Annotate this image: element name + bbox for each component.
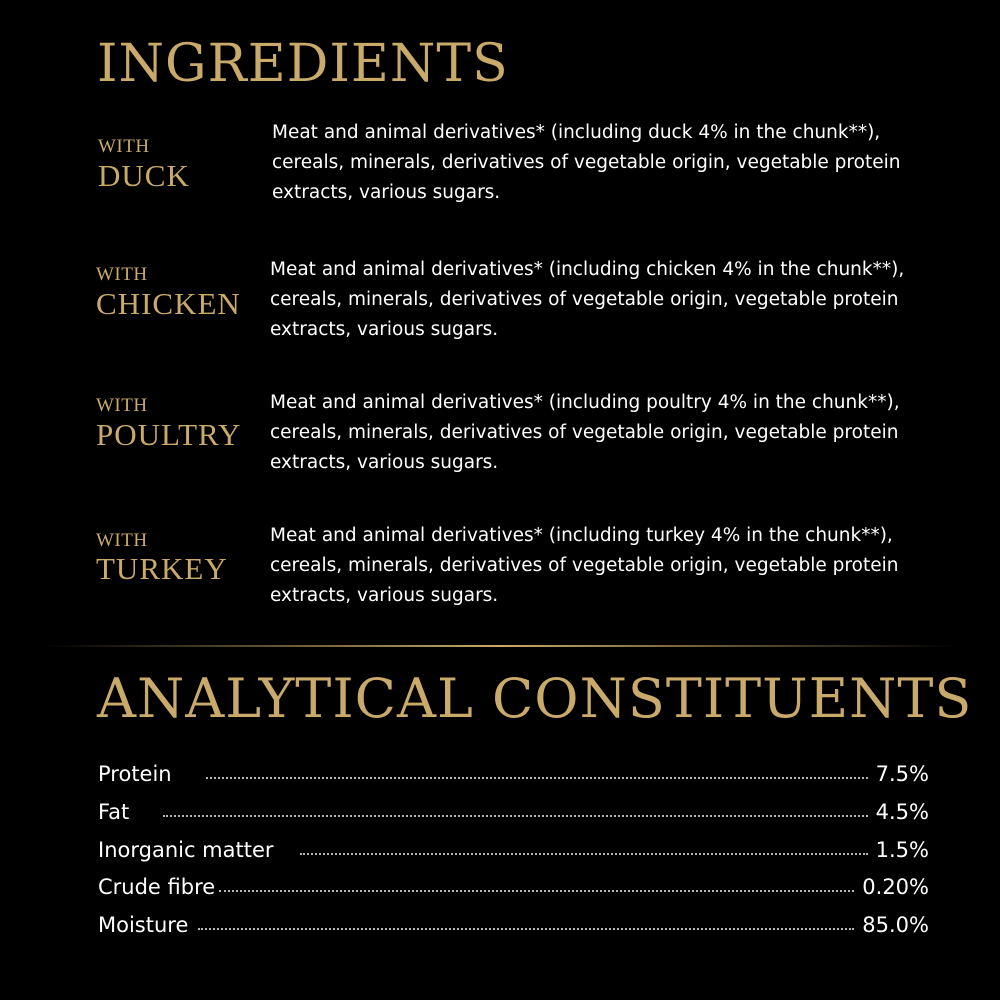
description-line: extracts, various sugars. [270,452,499,473]
constituent-row-inorganic-matter [98,838,929,868]
description-line: cereals, minerals, derivatives of vegetable origin, vegetable protein [270,422,899,443]
constituent-value: 85.0% [862,913,929,937]
variant-description [270,255,970,345]
dot-leader [198,928,854,930]
description-line: cereals, minerals, derivatives of vegetable origin, vegetable protein [270,555,899,576]
variant-with-label: WITH [96,264,148,285]
dot-leader [219,890,854,892]
dot-leader [206,777,868,779]
variant-name: TURKEY [96,551,228,586]
constituent-value: 7.5% [875,762,929,786]
description-line: cereals, minerals, derivatives of vegetable origin, vegetable protein [270,289,899,310]
constituent-value: 4.5% [875,800,929,824]
constituent-value: 1.5% [875,838,929,862]
variant-description [270,388,970,478]
description-line: Meat and animal derivatives* (including chicken 4% in the chunk**), [270,259,905,280]
section-divider [45,645,955,647]
constituent-name: Crude fibre [98,875,216,899]
analytical-constituents-heading: ANALYTICAL CONSTITUENTS [97,667,973,730]
variant-description [272,118,972,208]
dot-leader [300,853,868,855]
constituent-name: Moisture [98,913,189,937]
constituent-row-crude-fibre [98,875,929,905]
variant-name: CHICKEN [96,286,241,321]
description-line: extracts, various sugars. [270,319,499,340]
description-line: Meat and animal derivatives* (including duck 4% in the chunk**), [272,122,881,143]
variant-with-label: WITH [98,136,150,157]
description-line: extracts, various sugars. [272,182,501,203]
description-line: extracts, various sugars. [270,585,499,606]
constituent-row-moisture [98,913,929,943]
constituent-row-fat [98,800,929,830]
constituent-row-protein [98,762,929,792]
variant-with-label: WITH [96,530,148,551]
variant-with-label: WITH [96,395,148,416]
constituent-name: Inorganic matter [98,838,274,862]
description-line: Meat and animal derivatives* (including poultry 4% in the chunk**), [270,392,900,413]
constituent-name: Protein [98,762,172,786]
constituent-value: 0.20% [862,875,929,899]
constituent-name: Fat [98,800,130,824]
variant-name: POULTRY [96,417,242,452]
dot-leader [163,815,867,817]
description-line: cereals, minerals, derivatives of vegetable origin, vegetable protein [272,152,901,173]
variant-description [270,521,970,611]
ingredients-heading: INGREDIENTS [97,34,509,94]
variant-name: DUCK [98,158,190,193]
description-line: Meat and animal derivatives* (including turkey 4% in the chunk**), [270,525,893,546]
